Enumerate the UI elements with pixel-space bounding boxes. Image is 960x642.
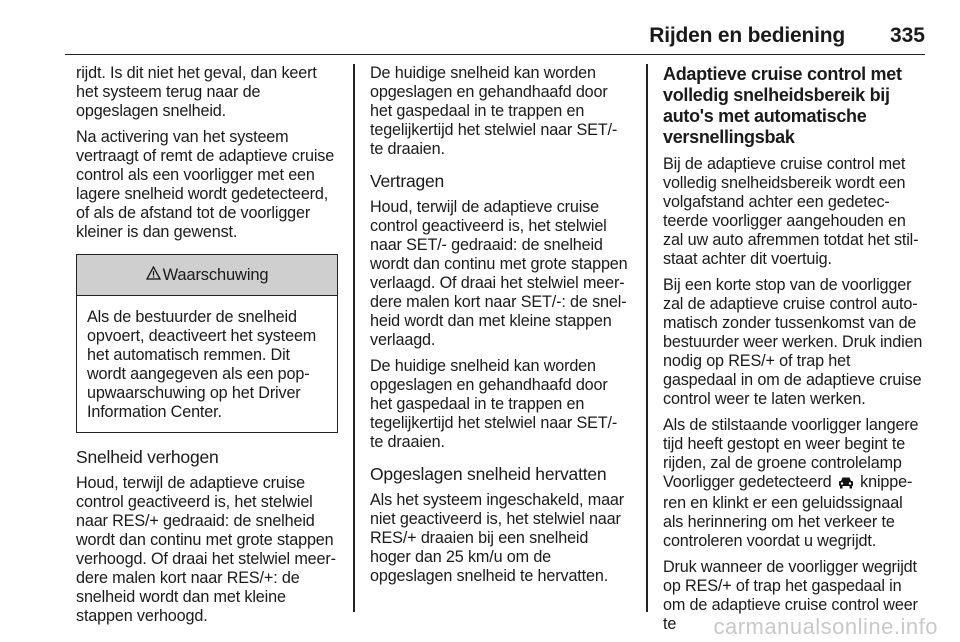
page-header	[65, 14, 925, 55]
watermark: carmanualsonline.info	[713, 614, 938, 639]
paragraph: Als het systeem ingeschakeld, maar niet geactiveerd is, het stelwiel naar RES/+ draaien bij een snelheid hoger dan 25 km/u om de opgeslagen snelheid te hervatten.	[370, 491, 625, 585]
car-front-icon	[838, 475, 854, 494]
column-1	[76, 64, 338, 633]
column-3	[663, 64, 925, 641]
paragraph-text: Als de stilstaande voorligger langere tijd heeft gestopt en weer begint te rijden, zal de groene controlelamp Voorligger gedetecteerd	[663, 416, 919, 491]
paragraph	[663, 416, 925, 551]
column-divider	[646, 64, 648, 612]
warning-triangle-icon	[146, 266, 161, 285]
warning-text: Als de bestuurder de snelheid opvoert, deactiveert het systeem het automatisch remmen. Dit wordt aangegeven als een pop-upwaarschuwing op het Driver Information Center.	[87, 308, 317, 421]
section-heading: Adaptieve cruise control met volledig snelheidsbereik bij auto's met automatische versnellingsbak	[663, 64, 902, 147]
paragraph: Bij een korte stop van de voorligger zal de adaptieve cruise control automatisch zonder tussenkomst van de bestuurder weer werken. Druk indien nodig op RES/+ of trap het gaspedaal in om de adaptieve cruise control weer te laten werken.	[663, 276, 923, 408]
column-divider	[353, 64, 355, 612]
warning-box	[76, 254, 338, 433]
paragraph: Na activering van het systeem vertraagt of remt de adaptieve cruise control als een voorligger met een lagere snelheid wordt gedetecteerd, of als de afstand tot de voorligger kleiner is dan gewenst.	[76, 128, 335, 241]
paragraph-text: knipperen en klinkt er een geluidssignaal als herinnering om het verkeer te controleren voordat u wegrijdt.	[663, 473, 913, 550]
section-heading: Vertragen	[370, 171, 445, 191]
paragraph: Houd, terwijl de adaptieve cruise control geactiveerd is, het stelwiel naar SET/- gedraaid: de snelheid wordt dan continu met grote stappen verlaagd. Of draai het stelwiel meerdere malen kort naar SET/-: de snelheid wordt dan met kleine stappen verlaagd.	[370, 198, 628, 349]
paragraph: rijdt. Is dit niet het geval, dan keert het systeem terug naar de opgeslagen snelheid.	[76, 64, 317, 120]
warning-header	[77, 255, 337, 296]
paragraph: De huidige snelheid kan worden opgeslagen en gehandhaafd door het gaspedaal in te trappen en tegelijkertijd het stelwiel naar SET/- te draaien.	[370, 357, 618, 451]
paragraph: Houd, terwijl de adaptieve cruise control geactiveerd is, het stelwiel naar RES/+ gedraaid: de snelheid wordt dan continu met grote stappen verhoogd. Of draai het stelwiel meerdere malen kort naar RES/+: de snelheid wordt dan met kleine stappen verhoogd.	[76, 474, 337, 625]
column-2	[370, 64, 632, 593]
page-number: 335	[889, 24, 925, 47]
warning-title: Waarschuwing	[162, 265, 269, 284]
section-heading: Snelheid verhogen	[76, 447, 219, 467]
chapter-title: Rijden en bediening	[649, 24, 845, 47]
section-heading: Opgeslagen snelheid hervatten	[370, 464, 607, 484]
paragraph: De huidige snelheid kan worden opgeslagen en gehandhaafd door het gaspedaal in te trappen en tegelijkertijd het stelwiel naar SET/- te draaien.	[370, 64, 618, 158]
paragraph: Druk wanneer de voorligger wegrijdt op RES/+ of trap het gaspedaal in om de adaptieve cruise control weer te	[663, 558, 918, 633]
warning-body	[77, 296, 337, 432]
paragraph: Bij de adaptieve cruise control met volledig snelheidsbereik wordt een volgafstand achter een gedetecteerde voorligger aangehouden en zal uw auto afremmen totdat het stilstaat achter dit voertuig.	[663, 155, 919, 268]
